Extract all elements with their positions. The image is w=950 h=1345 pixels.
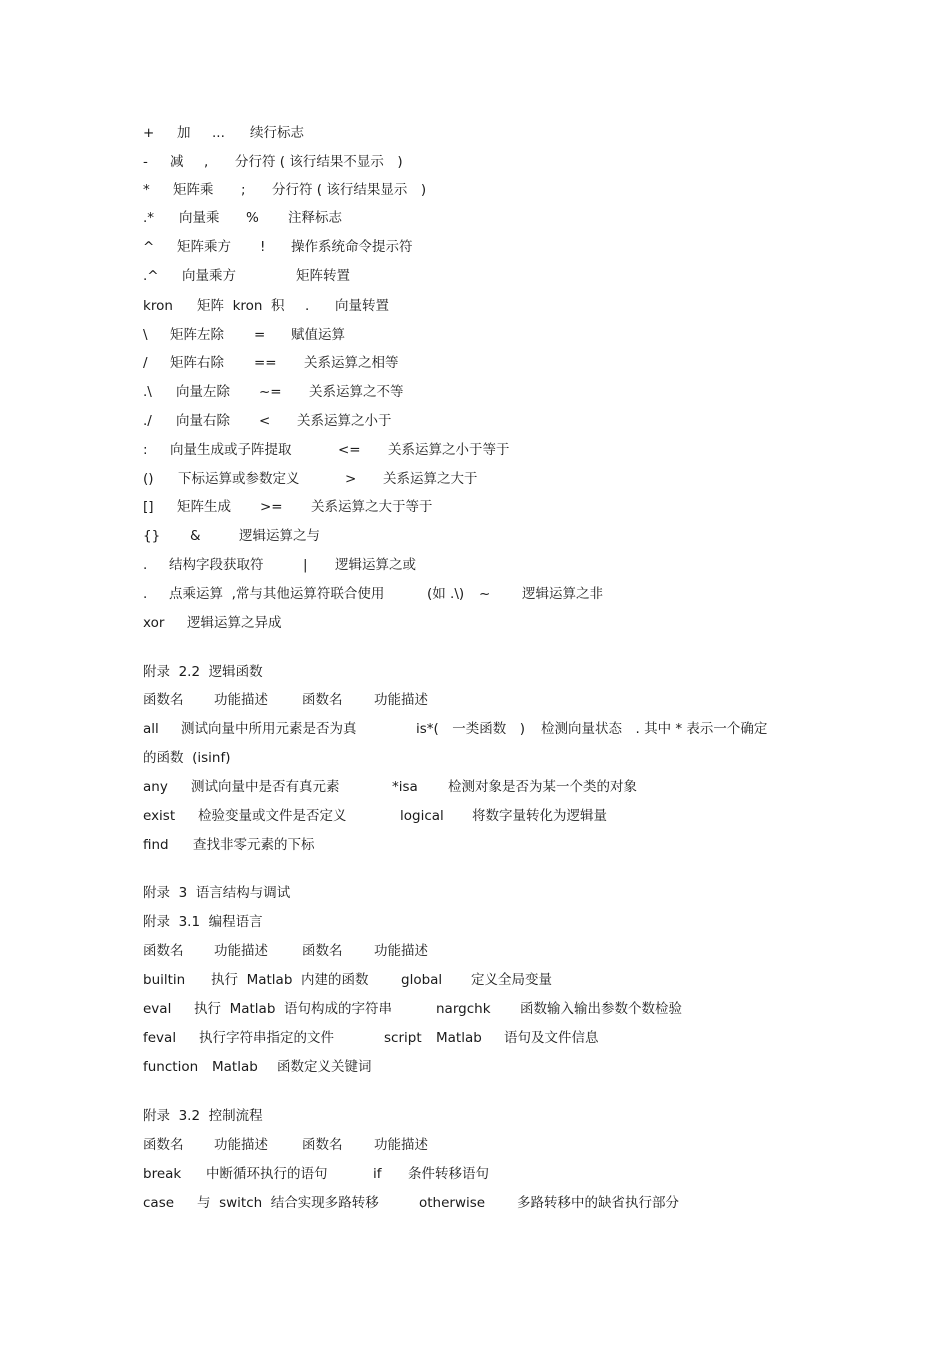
table-row: eval 执行 Matlab 语句构成的字符串 nargchk 函数输入输出参数个数检验	[143, 1001, 682, 1017]
table-row: find 查找非零元素的下标	[143, 837, 315, 853]
table-row: break 中断循环执行的语句 if 条件转移语句	[143, 1166, 489, 1182]
operator-desc: 赋值运算	[291, 327, 345, 343]
operator-symbol: ()	[143, 471, 154, 487]
operator-row	[0, 237, 950, 257]
operator-symbol: xor	[143, 615, 165, 631]
operator-row	[0, 152, 950, 172]
operator-desc: 逻辑运算之异成	[187, 615, 282, 631]
operator-symbol: ~=	[259, 384, 282, 400]
operator-desc: 矩阵左除	[170, 327, 224, 343]
operator-desc: 减	[170, 154, 184, 170]
operator-desc: 关系运算之小于等于	[388, 442, 510, 458]
operator-row	[0, 266, 950, 286]
operator-symbol: =	[254, 327, 266, 343]
operator-row	[0, 382, 950, 402]
section-title: 附录 3 语言结构与调试	[143, 885, 291, 901]
operator-row	[0, 353, 950, 373]
operator-desc: 结构字段获取符	[169, 557, 264, 573]
operator-desc: 向量右除	[176, 413, 230, 429]
operator-desc: 逻辑运算之或	[335, 557, 416, 573]
operator-desc: 矩阵 kron 积	[197, 298, 285, 314]
operator-symbol: .	[143, 557, 148, 573]
operator-symbol: :	[143, 442, 148, 458]
operator-symbol: ;	[241, 182, 246, 198]
operator-row	[0, 497, 950, 517]
operator-row	[0, 411, 950, 431]
section-title: 附录 3.1 编程语言	[143, 914, 263, 930]
section-title: 附录 3.2 控制流程	[143, 1108, 263, 1124]
operator-symbol: %	[246, 210, 259, 226]
operator-row	[0, 584, 950, 604]
operator-desc: 矩阵乘	[173, 182, 214, 198]
operator-desc: 矩阵生成	[177, 499, 231, 515]
operator-symbol: .*	[143, 210, 155, 226]
operator-row	[0, 469, 950, 489]
operator-desc: 下标运算或参数定义	[178, 471, 300, 487]
operator-symbol: []	[143, 499, 154, 515]
table-header: 函数名 功能描述 函数名 功能描述	[143, 692, 428, 708]
operator-symbol: ~	[479, 586, 491, 602]
operator-row	[0, 555, 950, 575]
operator-desc: 向量乘	[179, 210, 220, 226]
operator-symbol: ,	[204, 154, 209, 170]
operator-desc: 关系运算之小于	[297, 413, 392, 429]
operator-symbol: &	[190, 528, 201, 544]
operator-desc: 关系运算之大于等于	[311, 499, 433, 515]
operator-symbol: *	[143, 182, 150, 198]
table-row: case 与 switch 结合实现多路转移 otherwise 多路转移中的缺省执行部分	[143, 1195, 679, 1211]
operator-row	[0, 526, 950, 546]
section-title: 附录 2.2 逻辑函数	[143, 664, 263, 680]
operator-note: (如 .\)	[427, 586, 465, 602]
operator-desc: 关系运算之不等	[309, 384, 404, 400]
operator-row	[0, 180, 950, 200]
operator-row	[0, 296, 950, 316]
operator-desc: 向量左除	[176, 384, 230, 400]
operator-symbol: /	[143, 355, 148, 371]
operator-symbol: kron	[143, 298, 173, 314]
operator-desc: 分行符 ( 该行结果显示 )	[272, 182, 427, 198]
operator-desc: 向量转置	[335, 298, 389, 314]
operator-symbol: !	[260, 239, 266, 255]
table-row: all 测试向量中所用元素是否为真 is*( 一类函数 ) 检测向量状态 . 其中 * 表示一个确定	[143, 721, 768, 737]
operator-symbol: .\	[143, 384, 152, 400]
operator-desc: 关系运算之相等	[304, 355, 399, 371]
table-row: builtin 执行 Matlab 内建的函数 global 定义全局变量	[143, 972, 552, 988]
operator-desc: 向量乘方	[182, 268, 236, 284]
operator-desc: 注释标志	[288, 210, 342, 226]
table-row: feval 执行字符串指定的文件 script Matlab 语句及文件信息	[143, 1030, 599, 1046]
operator-symbol: {}	[143, 528, 161, 544]
operator-desc: 矩阵乘方	[177, 239, 231, 255]
operator-desc: 点乘运算 ,常与其他运算符联合使用	[169, 586, 385, 602]
operator-symbol: ^	[143, 239, 155, 255]
operator-symbol: .	[305, 298, 310, 314]
table-row: any 测试向量中是否有真元素 *isa 检测对象是否为某一个类的对象	[143, 779, 637, 795]
operator-desc: 逻辑运算之非	[522, 586, 603, 602]
operator-desc: 矩阵转置	[296, 268, 350, 284]
operator-desc: 操作系统命令提示符	[291, 239, 413, 255]
operator-symbol: ==	[254, 355, 277, 371]
table-header: 函数名 功能描述 函数名 功能描述	[143, 1137, 428, 1153]
operator-row	[0, 613, 950, 633]
table-header: 函数名 功能描述 函数名 功能描述	[143, 943, 428, 959]
operator-symbol: <	[259, 413, 271, 429]
operator-symbol: ...	[212, 125, 225, 141]
operator-desc: 续行标志	[250, 125, 304, 141]
operator-desc: 分行符 ( 该行结果不显示 )	[235, 154, 403, 170]
operator-symbol: |	[303, 557, 308, 573]
table-row: exist 检验变量或文件是否定义 logical 将数字量转化为逻辑量	[143, 808, 607, 824]
operator-symbol: <=	[338, 442, 361, 458]
operator-symbol: >=	[260, 499, 283, 515]
operator-symbol: ./	[143, 413, 152, 429]
operator-desc: 加	[177, 125, 191, 141]
operator-desc: 关系运算之大于	[383, 471, 478, 487]
operator-symbol: .	[143, 586, 148, 602]
operator-row	[0, 208, 950, 228]
operator-desc: 向量生成或子阵提取	[170, 442, 292, 458]
operator-symbol: \	[143, 327, 148, 343]
operator-symbol: -	[143, 154, 148, 170]
table-row: 的函数 (isinf)	[143, 750, 231, 766]
operator-row	[0, 123, 950, 143]
operator-symbol: .^	[143, 268, 159, 284]
operator-desc: 逻辑运算之与	[239, 528, 320, 544]
table-row: function Matlab 函数定义关键词	[143, 1059, 372, 1075]
operator-row	[0, 440, 950, 460]
operator-row	[0, 325, 950, 345]
operator-symbol: >	[345, 471, 357, 487]
operator-desc: 矩阵右除	[170, 355, 224, 371]
operator-symbol: +	[143, 125, 155, 141]
